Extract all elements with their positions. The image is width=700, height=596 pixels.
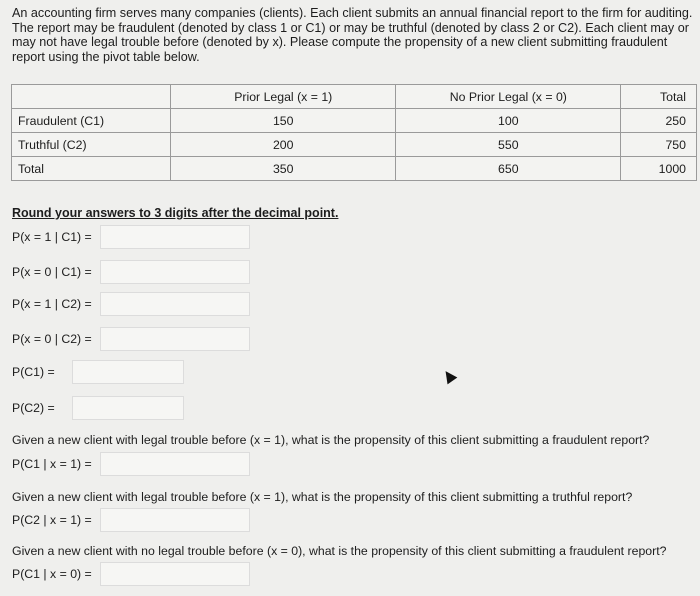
cell-total-noprior: 650 [396, 157, 621, 181]
pivot-table [11, 84, 697, 181]
cell-grand-total: 1000 [621, 157, 697, 181]
answer-label: P(C2 | x = 1) = [12, 513, 92, 527]
answer-label: P(C1) = [12, 365, 55, 379]
answer-input-pc2[interactable] [72, 396, 184, 420]
cell-truth-total: 750 [621, 133, 697, 157]
pivot-corner [12, 85, 171, 109]
row-label-fraudulent: Fraudulent (C1) [12, 109, 171, 133]
cell-truth-prior: 200 [171, 133, 396, 157]
answer-input-pc1-x0[interactable] [100, 562, 250, 586]
rounding-instruction: Round your answers to 3 digits after the decimal point. [12, 206, 339, 220]
table-row [12, 133, 697, 157]
answer-label: P(C1 | x = 1) = [12, 457, 92, 471]
table-row [12, 157, 697, 181]
question-text: Given a new client with legal trouble before (x = 1), what is the propensity of this client submitting a fraudulent report? [12, 433, 650, 447]
answer-row [12, 327, 250, 351]
cell-total-prior: 350 [171, 157, 396, 181]
row-label-total: Total [12, 157, 171, 181]
answer-row [12, 508, 250, 532]
table-row [12, 109, 697, 133]
answer-input-pc1[interactable] [72, 360, 184, 384]
answer-label: P(x = 1 | C1) = [12, 230, 92, 244]
answer-label: P(x = 0 | C2) = [12, 332, 92, 346]
answer-row [12, 562, 250, 586]
cell-fraud-noprior: 100 [396, 109, 621, 133]
answer-row [12, 225, 250, 249]
cell-fraud-total: 250 [621, 109, 697, 133]
answer-row [12, 396, 184, 420]
answer-row [12, 360, 184, 384]
header-total: Total [621, 85, 697, 109]
answer-row [12, 452, 250, 476]
header-prior-legal: Prior Legal (x = 1) [171, 85, 396, 109]
answer-input-px1-c1[interactable] [100, 225, 250, 249]
answer-row [12, 292, 250, 316]
row-label-truthful: Truthful (C2) [12, 133, 171, 157]
cell-truth-noprior: 550 [396, 133, 621, 157]
problem-intro: An accounting firm serves many companies (clients). Each client submits an annual financial report to the firm for auditing. The report may be fraudulent (denoted by class 1 or C1) or may be truthful (denoted by class 2 or C2). Each client may or may not have legal trouble before (denoted by x). Please compute the propensity of a new client submitting fraudulent report using the pivot table below. [12, 6, 693, 64]
answer-input-pc2-x1[interactable] [100, 508, 250, 532]
answer-input-px1-c2[interactable] [100, 292, 250, 316]
question-text: Given a new client with no legal trouble before (x = 0), what is the propensity of this client submitting a fraudulent report? [12, 544, 667, 558]
cell-fraud-prior: 150 [171, 109, 396, 133]
answer-label: P(x = 0 | C1) = [12, 265, 92, 279]
answer-label: P(C2) = [12, 401, 55, 415]
header-no-prior-legal: No Prior Legal (x = 0) [396, 85, 621, 109]
answer-label: P(x = 1 | C2) = [12, 297, 92, 311]
answer-input-px0-c2[interactable] [100, 327, 250, 351]
answer-input-px0-c1[interactable] [100, 260, 250, 284]
answer-input-pc1-x1[interactable] [100, 452, 250, 476]
question-text: Given a new client with legal trouble before (x = 1), what is the propensity of this client submitting a truthful report? [12, 490, 633, 504]
answer-label: P(C1 | x = 0) = [12, 567, 92, 581]
pivot-header-row [12, 85, 697, 109]
mouse-cursor-icon [441, 368, 458, 385]
answer-row [12, 260, 250, 284]
